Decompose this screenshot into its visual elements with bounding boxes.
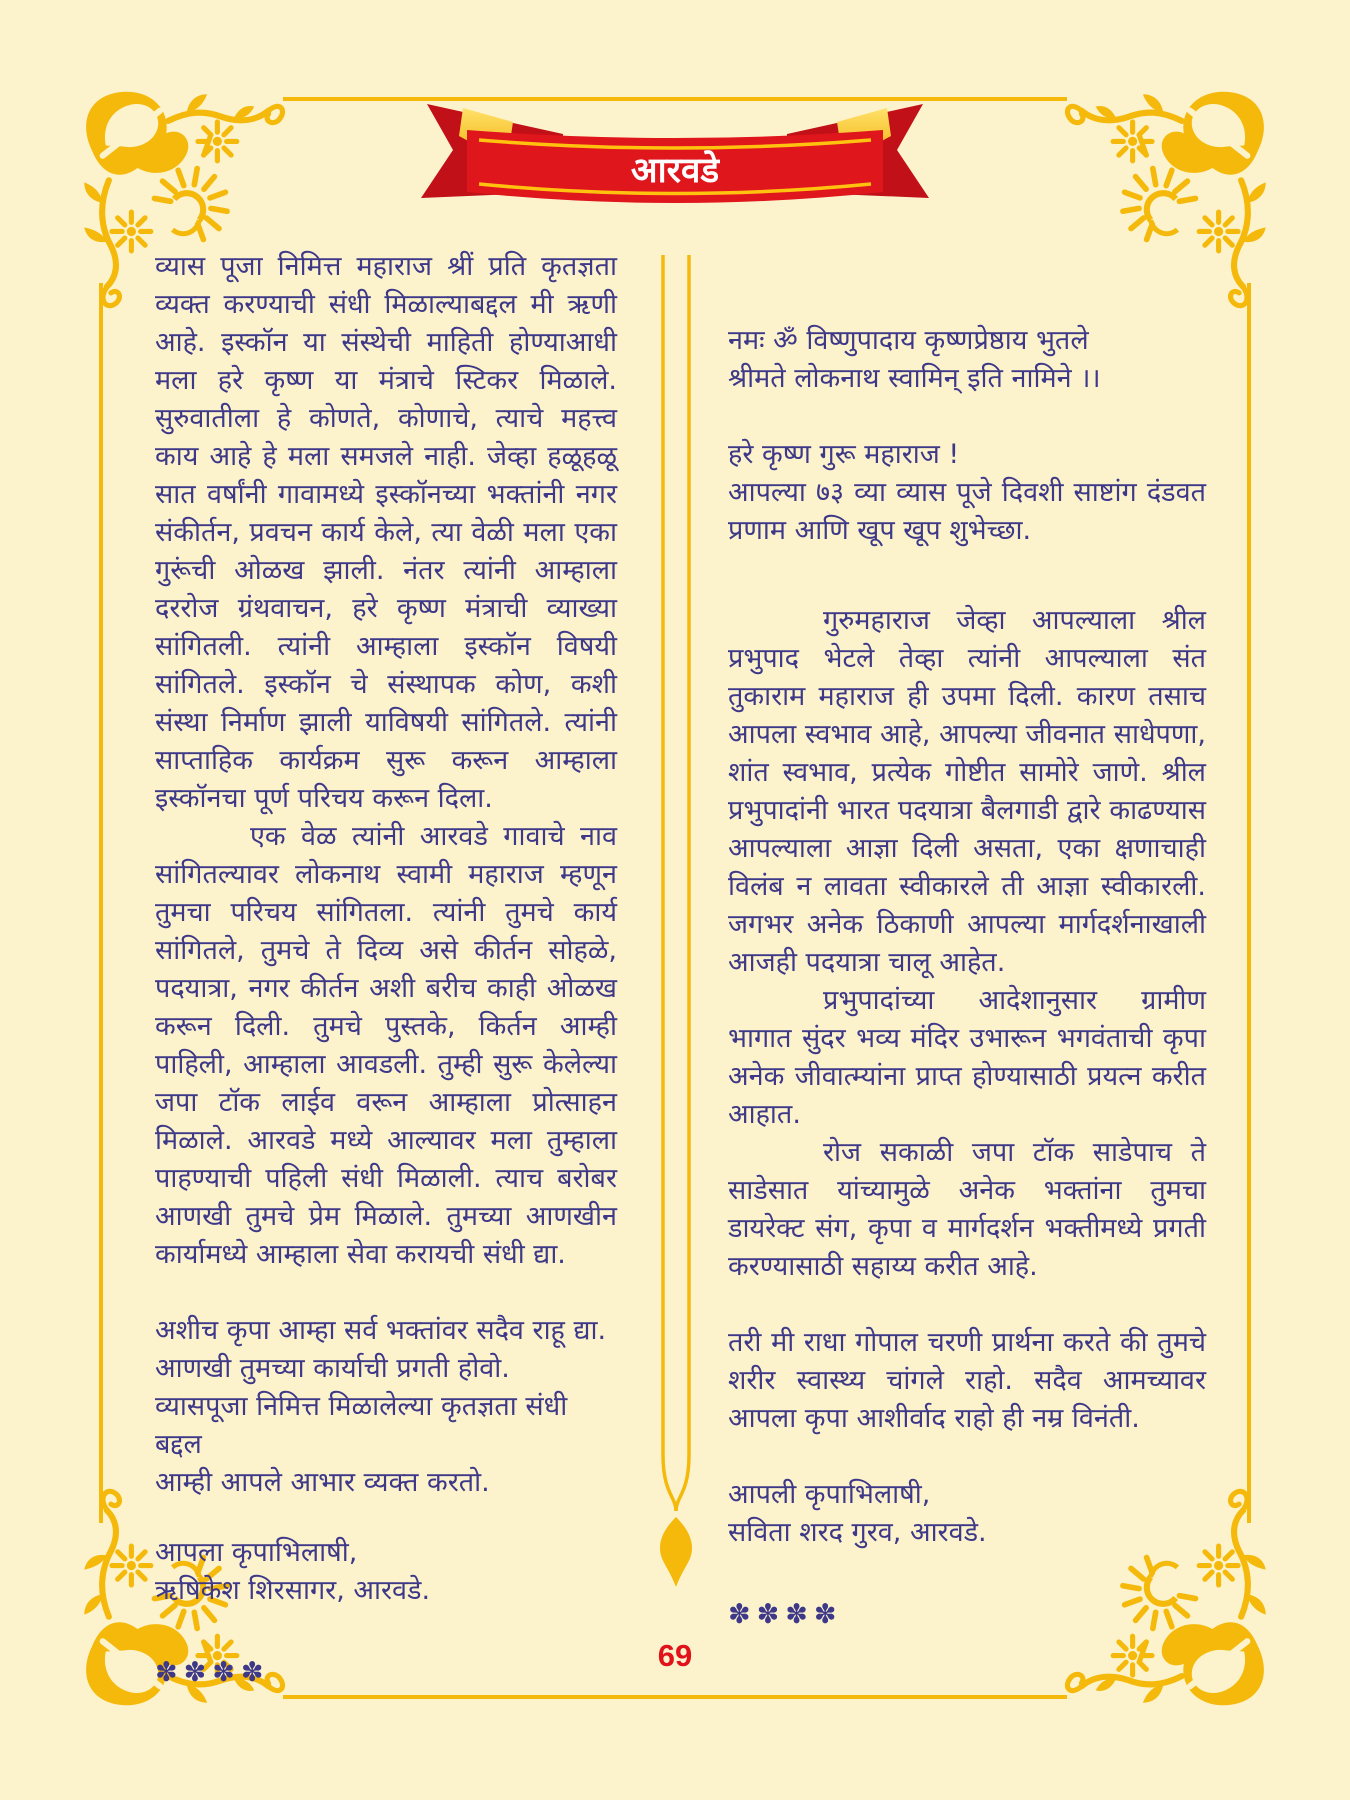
frame-border-right <box>1247 283 1251 1523</box>
letter-paragraph: गुरुमहाराज जेव्हा आपल्याला श्रील प्रभुपाद भेटले तेव्हा त्यांनी आपल्याला संत तुकाराम महाराज ही उपमा दिली. कारण तसाच आपला स्वभाव आहे, आपल्या जीवनात साधेपणा, शांत स्वभाव, प्रत्येक गोष्टीत सामोरे जाणे. श्रील प्रभुपादांनी भारत पदयात्रा बैलगाडी द्वारे काढण्यास आपल्याला आज्ञा दिली असता, एका क्षणाचाही विलंब न लावता स्वीकारले ती आज्ञा स्वीकारली. जगभर अनेक ठिकाणी आपल्या मार्गदर्शनाखाली आजही पदयात्रा चालू आहेत. <box>728 605 1206 978</box>
left-letter-column <box>155 248 617 1692</box>
letter-paragraph: रोज सकाळी जपा टॉक साडेपाच ते साडेसात यांच्यामुळे अनेक भक्तांना तुमचा डायरेक्ट संग, कृपा व मार्गदर्शन भक्तीमध्ये प्रगती करण्यासाठी सहाय्य करीत आहे. <box>728 1137 1206 1282</box>
signoff-line: ऋषिकेश शिरसागर, आरवडे. <box>155 1575 431 1606</box>
signoff-line: सविता शरद गुरव, आरवडे. <box>728 1517 987 1548</box>
signoff-line: आपला कृपाभिलाषी, <box>155 1537 358 1568</box>
text-line: व्यासपूजा निमित्त मिळालेल्या कृतज्ञता संधी बद्दल <box>155 1391 568 1460</box>
letter-paragraph: व्यास पूजा निमित्त महाराज श्रीं प्रति कृतज्ञता व्यक्त करण्याची संधी मिळाल्याबद्दल मी ऋणी आहे. इस्कॉन या संस्थेची माहिती होण्याआधी मला हरे कृष्ण या मंत्राचे स्टिकर मिळाले. सुरुवातीला हे कोणते, कोणाचे, त्याचे महत्त्व काय आहे हे मला समजले नाही. जेव्हा हळूहळू सात वर्षांनी गावामध्ये इस्कॉनच्या भक्तांनी नगर संकीर्तन, प्रवचन कार्य केले, त्या वेळी मला एका गुरूंची ओळख झाली. नंतर त्यांनी आम्हाला दररोज ग्रंथवाचन, हरे कृष्ण मंत्राची व्याख्या सांगितली. त्यांनी आम्हाला इस्कॉन विषयी सांगितले. इस्कॉन चे संस्थापक कोण, कशी संस्था निर्माण झाली याविषयी सांगितले. त्यांनी साप्ताहिक कार्यक्रम सुरू करून आम्हाला इस्कॉनचा पूर्ण परिचय करून दिला. <box>155 251 617 814</box>
text-line: आणखी तुमच्या कार्याची प्रगती होवो. <box>155 1353 510 1384</box>
ribbon-banner <box>393 98 957 214</box>
letter-paragraph: आपल्या ७३ व्या व्यास पूजे दिवशी साष्टांग दंडवत प्रणाम आणि खूप खूप शुभेच्छा. <box>728 477 1206 546</box>
letter-paragraph: प्रभुपादांच्या आदेशानुसार ग्रामीण भागात सुंदर भव्य मंदिर उभारून भगवंताची कृपा अनेक जीवात्म्यांना प्राप्त होण्यासाठी प्रयत्न करीत आहात. <box>728 985 1206 1130</box>
shloka-line: श्रीमते लोकनाथ स्वामिन् इति नामिने ।। <box>728 363 1101 394</box>
text-line: अशीच कृपा आम्हा सर्व भक्तांवर सदैव राहू द्या. <box>155 1315 607 1346</box>
letter-paragraph: तरी मी राधा गोपाल चरणी प्रार्थना करते की तुमचे शरीर स्वास्थ्य चांगले राहो. सदैव आमच्यावर आपला कृपा आशीर्वाद राहो ही नम्र विनंती. <box>728 1327 1206 1434</box>
signature-block <box>728 1476 1206 1552</box>
signoff-line: आपली कृपाभिलाषी, <box>728 1479 931 1510</box>
letter-paragraph: एक वेळ त्यांनी आरवडे गावाचे नाव सांगितल्यावर लोकनाथ स्वामी महाराज म्हणून तुमचा परिचय सांगितला. त्यांनी तुमचे कार्य सांगितले, तुमचे ते दिव्य असे कीर्तन सोहळे, पदयात्रा, नगर कीर्तन अशी बरीच काही ओळख करून दिली. तुमचे पुस्तके, किर्तन आम्ही पाहिली, आम्हाला आवडली. तुम्ही सुरू केलेल्या जपा टॉक लाईव वरून आम्हाला प्रोत्साहन मिळाले. आरवडे मध्ये आल्यावर मला तुम्हाला पाहण्याची पहिली संधी मिळाली. त्याच बरोबर आणखी तुमचे प्रेम मिळाले. तुमच्या आणखीन कार्यामध्ये आम्हाला सेवा करायची संधी द्या. <box>155 821 617 1270</box>
right-letter-column <box>728 322 1206 1634</box>
banner-title: आरवडे <box>630 151 720 191</box>
corner-ornament-top-right-icon <box>1063 82 1278 297</box>
page-number: 69 <box>657 1638 693 1673</box>
blessing-block <box>155 1312 617 1502</box>
column-divider-icon <box>653 255 699 1590</box>
frame-border-bottom <box>283 1695 1067 1699</box>
signature-block <box>155 1534 617 1610</box>
greeting-line: हरे कृष्ण गुरू महाराज ! <box>728 439 960 470</box>
section-end-stars: ✽✽✽✽ <box>155 1657 270 1688</box>
section-end-stars: ✽✽✽✽ <box>728 1599 843 1630</box>
text-line: आम्ही आपले आभार व्यक्त करतो. <box>155 1467 490 1498</box>
frame-border-left <box>99 283 103 1523</box>
shloka-line: नमः ॐ विष्णुपादाय कृष्णप्रेष्ठाय भुतले <box>728 325 1089 356</box>
